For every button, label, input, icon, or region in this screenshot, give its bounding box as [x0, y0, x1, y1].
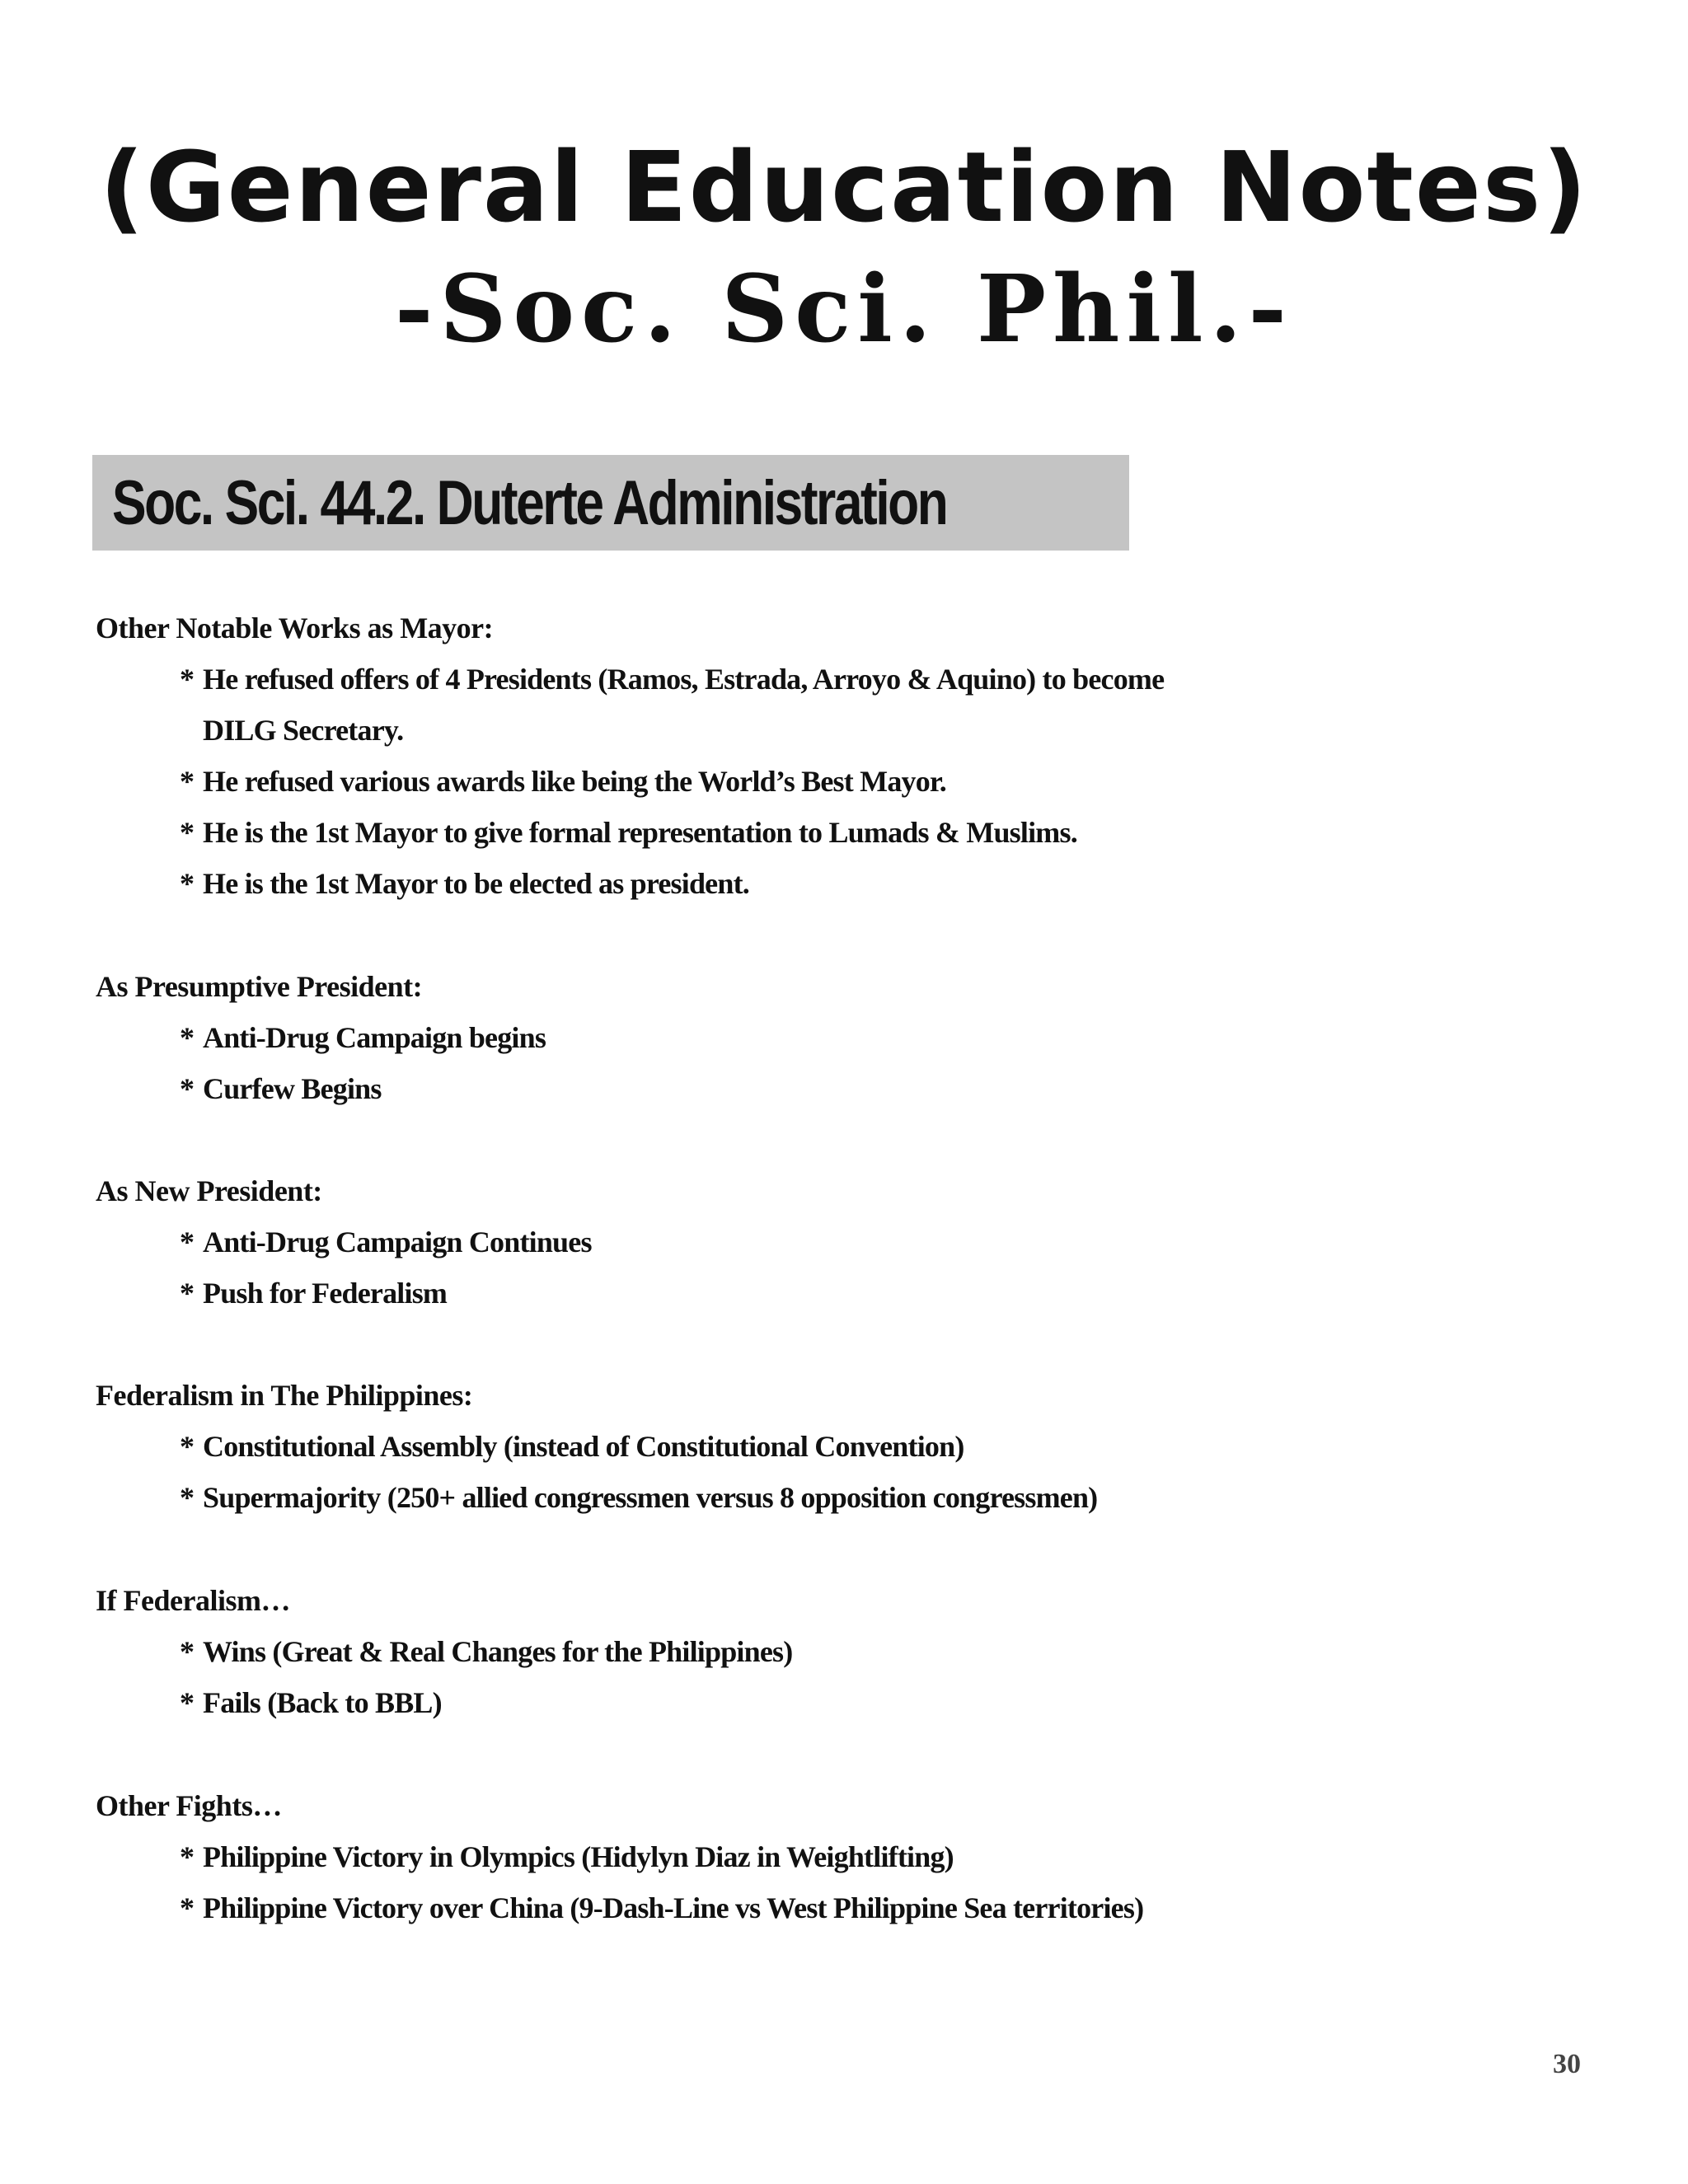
document-subtitle: -Soc. Sci. Phil.- [394, 255, 1294, 363]
bullet-text: Philippine Victory over China (9-Dash-Line vs West Philippine Sea territories) [203, 1891, 1144, 1924]
bullet-text: Anti-Drug Campaign begins [203, 1021, 546, 1054]
bullet-text: Constitutional Assembly (instead of Constitutional Convention) [203, 1430, 964, 1463]
bullet-star-icon: * [180, 1430, 195, 1463]
bullet-item [96, 756, 1164, 807]
bullet-star-icon: * [180, 663, 195, 696]
bullet-star-icon: * [180, 1072, 195, 1105]
section-banner [92, 455, 1129, 551]
bullet-list [96, 1421, 1097, 1523]
bullet-text: Supermajority (250+ allied congressmen versus 8 opposition congressmen) [203, 1481, 1098, 1514]
bullet-list [96, 1831, 1143, 1933]
section-title: Soc. Sci. 44.2. Duterte Administration [112, 468, 947, 538]
bullet-text: He is the 1st Mayor to be elected as president. [203, 867, 749, 900]
bullet-star-icon: * [180, 1840, 195, 1873]
bullet-item [96, 1677, 792, 1728]
bullet-item [96, 1882, 1143, 1933]
bullet-item [96, 807, 1164, 858]
page-number: 30 [1553, 2049, 1581, 2079]
bullet-item [96, 1472, 1097, 1523]
bullet-item [96, 1063, 546, 1114]
bullet-text: Wins (Great & Real Changes for the Philippines) [203, 1635, 793, 1668]
bullet-text: He refused various awards like being the World’s Best Mayor. [203, 765, 947, 798]
bullet-text-continuation: DILG Secretary. [203, 714, 404, 747]
bullet-item [96, 858, 1164, 909]
notes-group-new-president [96, 1165, 592, 1319]
bullet-list [96, 1012, 546, 1114]
bullet-star-icon: * [180, 1686, 195, 1719]
bullet-item [96, 1268, 592, 1319]
bullet-text: He is the 1st Mayor to give formal representation to Lumads & Muslims. [203, 816, 1077, 849]
bullet-star-icon: * [180, 816, 195, 849]
bullet-text: Fails (Back to BBL) [203, 1686, 442, 1719]
bullet-star-icon: * [180, 867, 195, 900]
group-heading: If Federalism… [96, 1584, 290, 1617]
bullet-text: Anti-Drug Campaign Continues [203, 1226, 592, 1258]
bullet-text: Push for Federalism [203, 1277, 448, 1310]
bullet-item [96, 1216, 592, 1268]
notes-group-mayor [96, 602, 1164, 909]
bullet-text: Curfew Begins [203, 1072, 382, 1105]
group-heading: Other Notable Works as Mayor: [96, 612, 494, 644]
bullet-star-icon: * [180, 1635, 195, 1668]
notes-group-if-federalism [96, 1575, 792, 1728]
bullet-list [96, 654, 1164, 909]
bullet-list [96, 1626, 792, 1728]
bullet-item [96, 1831, 1143, 1882]
bullet-text: Philippine Victory in Olympics (Hidylyn Diaz in Weightlifting) [203, 1840, 954, 1873]
bullet-text: He refused offers of 4 Presidents (Ramos, Estrada, Arroyo & Aquino) to become [203, 663, 1165, 696]
group-heading: Federalism in The Philippines: [96, 1379, 473, 1412]
group-heading: Other Fights… [96, 1789, 282, 1822]
notes-group-presumptive-president [96, 961, 546, 1114]
bullet-item [96, 1012, 546, 1063]
bullet-star-icon: * [180, 1021, 195, 1054]
bullet-item [96, 1421, 1097, 1472]
bullet-star-icon: * [180, 1226, 195, 1258]
bullet-star-icon: * [180, 1277, 195, 1310]
bullet-item [96, 1626, 792, 1677]
bullet-list [96, 1216, 592, 1319]
group-heading: As Presumptive President: [96, 970, 423, 1003]
bullet-star-icon: * [180, 1891, 195, 1924]
group-heading: As New President: [96, 1174, 322, 1207]
document-title: (General Education Notes) [99, 130, 1589, 244]
notes-group-federalism [96, 1370, 1097, 1523]
bullet-star-icon: * [180, 1481, 195, 1514]
bullet-star-icon: * [180, 765, 195, 798]
notes-group-other-fights [96, 1780, 1143, 1933]
bullet-item [96, 654, 1164, 756]
